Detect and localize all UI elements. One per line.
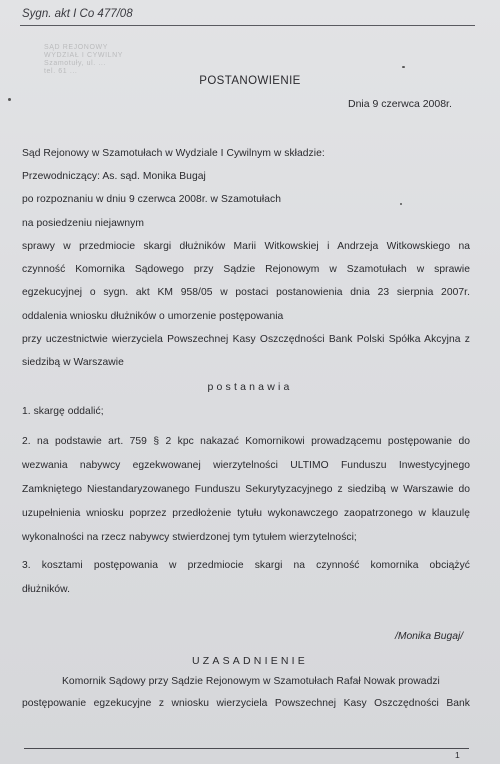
court-composition: Sąd Rejonowy w Szamotułach w Wydziale I Cywilnym w składzie: — [22, 148, 325, 159]
ruling-point: dłużników. — [22, 584, 71, 595]
case-subject-line: egzekucyjnej o sygn. akt KM 958/05 w postaci postanowienia dnia 23 sierpnia 2007r. — [22, 287, 470, 298]
stamp-line: Szamotuły, ul. ... — [44, 60, 107, 67]
creditor-line: siedzibą w Warszawie — [22, 357, 124, 368]
stamp-line: WYDZIAŁ I CYWILNY — [44, 52, 124, 59]
stamp-line: tel. 61 ... — [44, 68, 78, 75]
decision-heading: postanawia — [207, 381, 293, 393]
presiding-judge: Przewodniczący: As. sąd. Monika Bugaj — [22, 171, 206, 182]
hearing-type: na posiedzeniu niejawnym — [22, 218, 144, 229]
scan-speck — [400, 203, 402, 205]
document-title: POSTANOWIENIE — [199, 75, 301, 87]
case-subject-line: czynność Komornika Sądowego przy Sądzie Rejonowym w Szamotułach w sprawie — [22, 264, 470, 275]
ruling-point: wezwania nabywcy egzekwowanej wierzytelności ULTIMO Funduszu Inwestycyjnego — [22, 460, 470, 471]
footer-rule — [24, 748, 469, 749]
ruling-point: 1. skargę oddalić; — [22, 406, 104, 417]
case-subject-line: sprawy w przedmiocie skargi dłużników Marii Witkowskiej i Andrzeja Witkowskiego na — [22, 241, 470, 252]
scan-speck — [8, 98, 11, 101]
justification-line: postępowanie egzekucyjne z wniosku wierzyciela Powszechnej Kasy Oszczędności Bank — [22, 698, 470, 709]
creditor-line: przy uczestnictwie wierzyciela Powszechnej Kasy Oszczędności Bank Polski Spółka Akcyjna z — [22, 334, 470, 345]
ruling-point: Zamkniętego Niestandaryzowanego Funduszu Sekurytyzacyjnego z siedzibą w Warszawie do — [22, 484, 470, 495]
justification-heading: UZASADNIENIE — [192, 655, 308, 667]
ruling-point: 3. kosztami postępowania w przedmiocie skargi na czynność komornika obciążyć — [22, 560, 470, 571]
signature: /Monika Bugaj/ — [395, 631, 464, 642]
case-subject-line: oddalenia wniosku dłużników o umorzenie postępowania — [22, 311, 284, 322]
stamp-line: SĄD REJONOWY — [44, 44, 108, 51]
page-number: 1 — [455, 750, 460, 760]
ruling-point: uzupełnienia wniosku poprzez przedłożenie tytułu wykonawczego zaopatrzonego w klauzulę — [22, 508, 470, 519]
ruling-point: 2. na podstawie art. 759 § 2 kpc nakazać Komornikowi prowadzącemu postępowanie do — [22, 436, 470, 447]
header-rule — [20, 25, 475, 26]
scan-speck — [402, 66, 405, 68]
ruling-point: wykonalności na rzecz nabywcy stwierdzonej tym tytułem wierzytelności; — [22, 532, 357, 543]
hearing-date: po rozpoznaniu w dniu 9 czerwca 2008r. w Szamotułach — [22, 194, 282, 205]
justification-line: Komornik Sądowy przy Sądzie Rejonowym w Szamotułach Rafał Nowak prowadzi — [62, 676, 440, 687]
document-date: Dnia 9 czerwca 2008r. — [348, 98, 452, 110]
case-reference: Sygn. akt I Co 477/08 — [22, 8, 133, 20]
